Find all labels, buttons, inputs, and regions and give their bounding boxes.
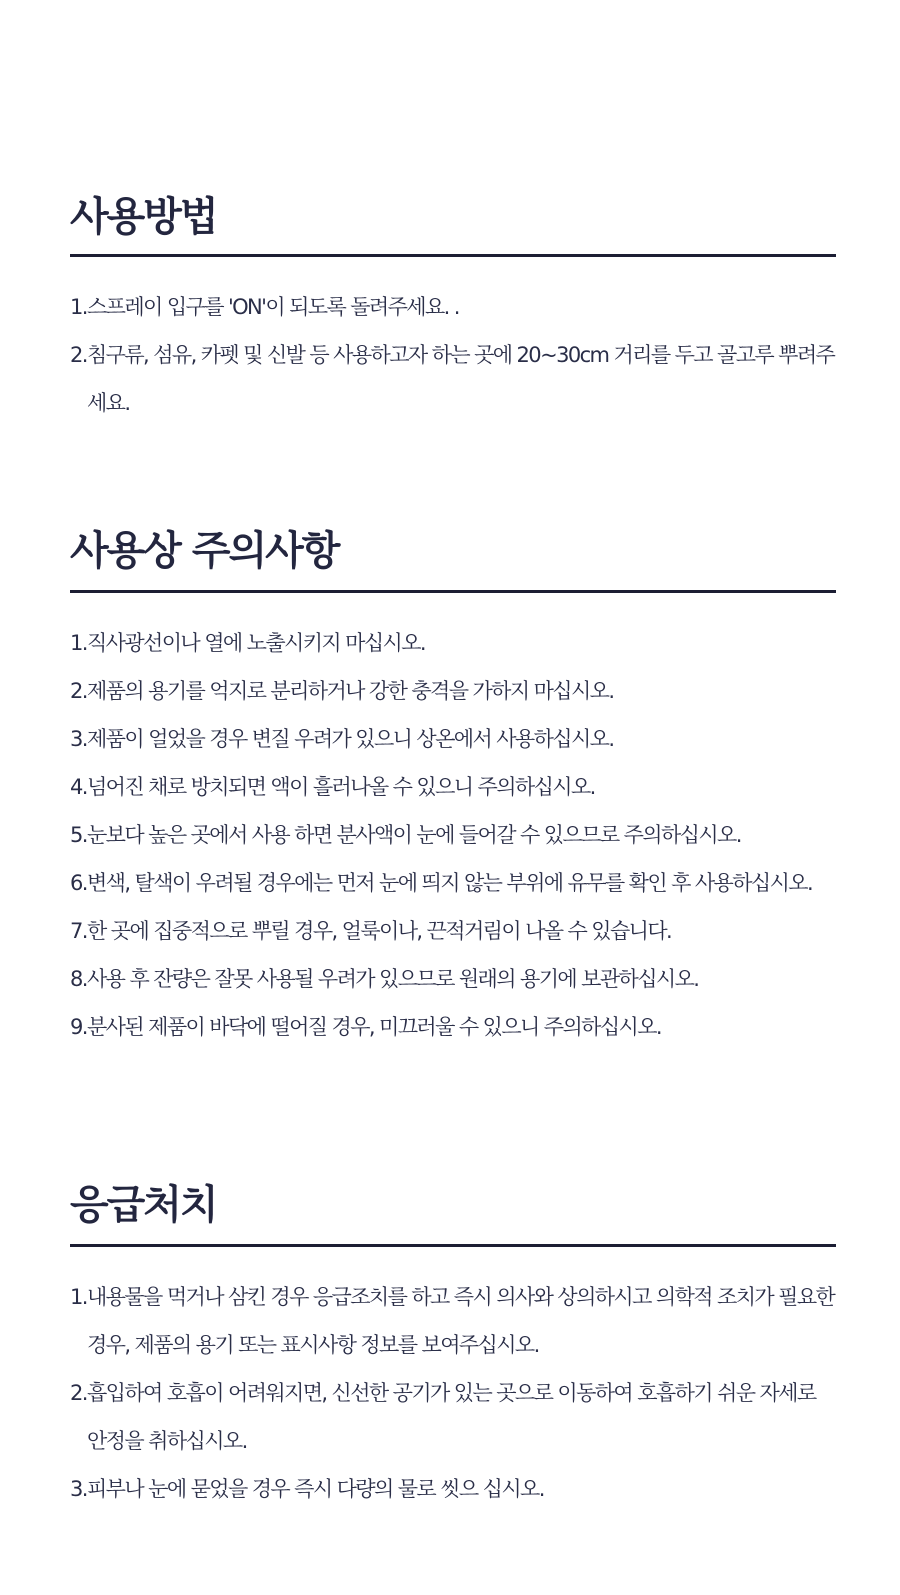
list-item-text: 스프레이 입구를 'ON'이 되도록 돌려주세요. . [87,295,459,319]
list-item-number: 2. [70,679,87,703]
list-item [70,1003,836,1051]
list-item-text: 내용물을 먹거나 삼킨 경우 응급조치를 하고 즉시 의사와 상의하시고 의학적 조치가 필요한 경우, 제품의 용기 또는 표시사항 정보를 보여주십시오. [87,1285,835,1357]
list-item-text: 제품의 용기를 억지로 분리하거나 강한 충격을 가하지 마십시오. [87,679,614,703]
list-item [70,667,836,715]
list-item [70,763,836,811]
list-item-text: 한 곳에 집중적으로 뿌릴 경우, 얼룩이나, 끈적거림이 나올 수 있습니다. [87,919,672,943]
list-item-text: 사용 후 잔량은 잘못 사용될 우려가 있으므로 원래의 용기에 보관하십시오. [87,967,699,991]
list-item-number: 2. [70,1381,87,1405]
list-item-text: 변색, 탈색이 우려될 경우에는 먼저 눈에 띄지 않는 부위에 유무를 확인 후 사용하십시오. [87,871,813,895]
list-item-number: 5. [70,823,87,847]
list-item-text: 흡입하여 호흡이 어려워지면, 신선한 공기가 있는 곳으로 이동하여 호흡하기 쉬운 자세로 안정을 취하십시오. [87,1381,816,1453]
list-item-number: 8. [70,967,87,991]
list-item-text: 넘어진 채로 방치되면 액이 흘러나올 수 있으니 주의하십시오. [87,775,595,799]
usage-list [70,257,836,427]
section-title-first-aid: 응급처치 [70,1182,217,1228]
list-item [70,811,836,859]
list-item-number: 1. [70,631,87,655]
section-title-caution: 사용상 주의사항 [70,528,339,574]
usage-section [70,190,836,427]
list-item-number: 3. [70,727,87,751]
list-item [70,619,836,667]
list-item-number: 4. [70,775,87,799]
list-item-text: 피부나 눈에 묻었을 경우 즉시 다량의 물로 씻으 십시오. [87,1477,544,1501]
list-item-number: 7. [70,919,87,943]
list-item-number: 3. [70,1477,87,1501]
list-item [70,283,836,331]
caution-list [70,593,836,1051]
list-item-text: 제품이 얼었을 경우 변질 우려가 있으니 상온에서 사용하십시오. [87,727,614,751]
section-title-usage: 사용방법 [70,194,217,240]
list-item-number: 9. [70,1015,87,1039]
list-item [70,1465,836,1513]
list-item [70,1369,836,1465]
list-item-text: 직사광선이나 열에 노출시키지 마십시오. [87,631,425,655]
caution-section [70,524,836,1051]
list-item-number: 2. [70,343,87,367]
list-item [70,1273,836,1369]
list-item [70,955,836,1003]
list-item-text: 분사된 제품이 바닥에 떨어질 경우, 미끄러울 수 있으니 주의하십시오. [87,1015,661,1039]
list-item-number: 1. [70,295,87,319]
list-item-text: 침구류, 섬유, 카펫 및 신발 등 사용하고자 하는 곳에 20~30cm 거리를 두고 골고루 뿌려주세요. [87,343,835,415]
list-item [70,331,836,427]
first-aid-section [70,1178,836,1513]
list-item-number: 1. [70,1285,87,1309]
list-item-number: 6. [70,871,87,895]
list-item [70,859,836,907]
list-item [70,715,836,763]
list-item-text: 눈보다 높은 곳에서 사용 하면 분사액이 눈에 들어갈 수 있으므로 주의하십시오. [87,823,741,847]
list-item [70,907,836,955]
first-aid-list [70,1247,836,1513]
